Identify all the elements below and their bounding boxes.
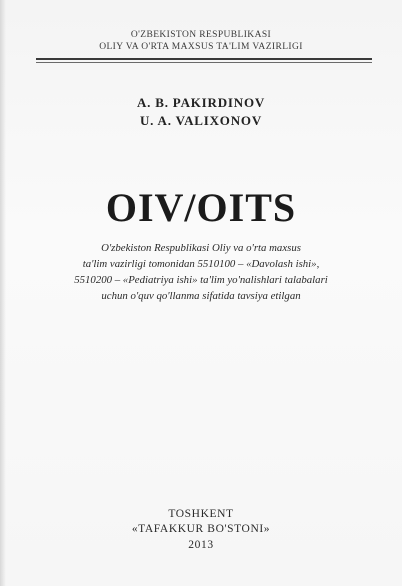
author-1: A. B. PAKIRDINOV [136,95,266,110]
book-title: OIV/OITS [105,185,297,230]
imprint-publisher: «TAFAKKUR BO'STONI» [131,523,271,535]
description-line-2: ta'lim vazirligi tomonidan 5510100 – «Davolash ishi», [82,258,320,270]
author-2: U. A. VALIXONOV [139,113,263,128]
imprint-year: 2013 [188,539,214,551]
ministry-line-country: O'ZBEKISTON RESPUBLIKASI [130,30,272,40]
description-line-3: 5510200 – «Pediatriya ishi» ta'lim yo'nalishlari talabalari [74,274,328,286]
ministry-line-name: OLIY VA O'RTA MAXSUS TA'LIM VAZIRLIGI [99,42,303,52]
description-line-4: uchun o'quv qo'llanma sifatida tavsiya etilgan [101,290,301,302]
header-rule-thin [36,62,372,63]
header-rule-thick [36,58,372,60]
imprint-city: TOSHKENT [168,508,234,520]
description-line-1: O'zbekiston Respublikasi Oliy va o'rta maxsus [101,242,301,254]
